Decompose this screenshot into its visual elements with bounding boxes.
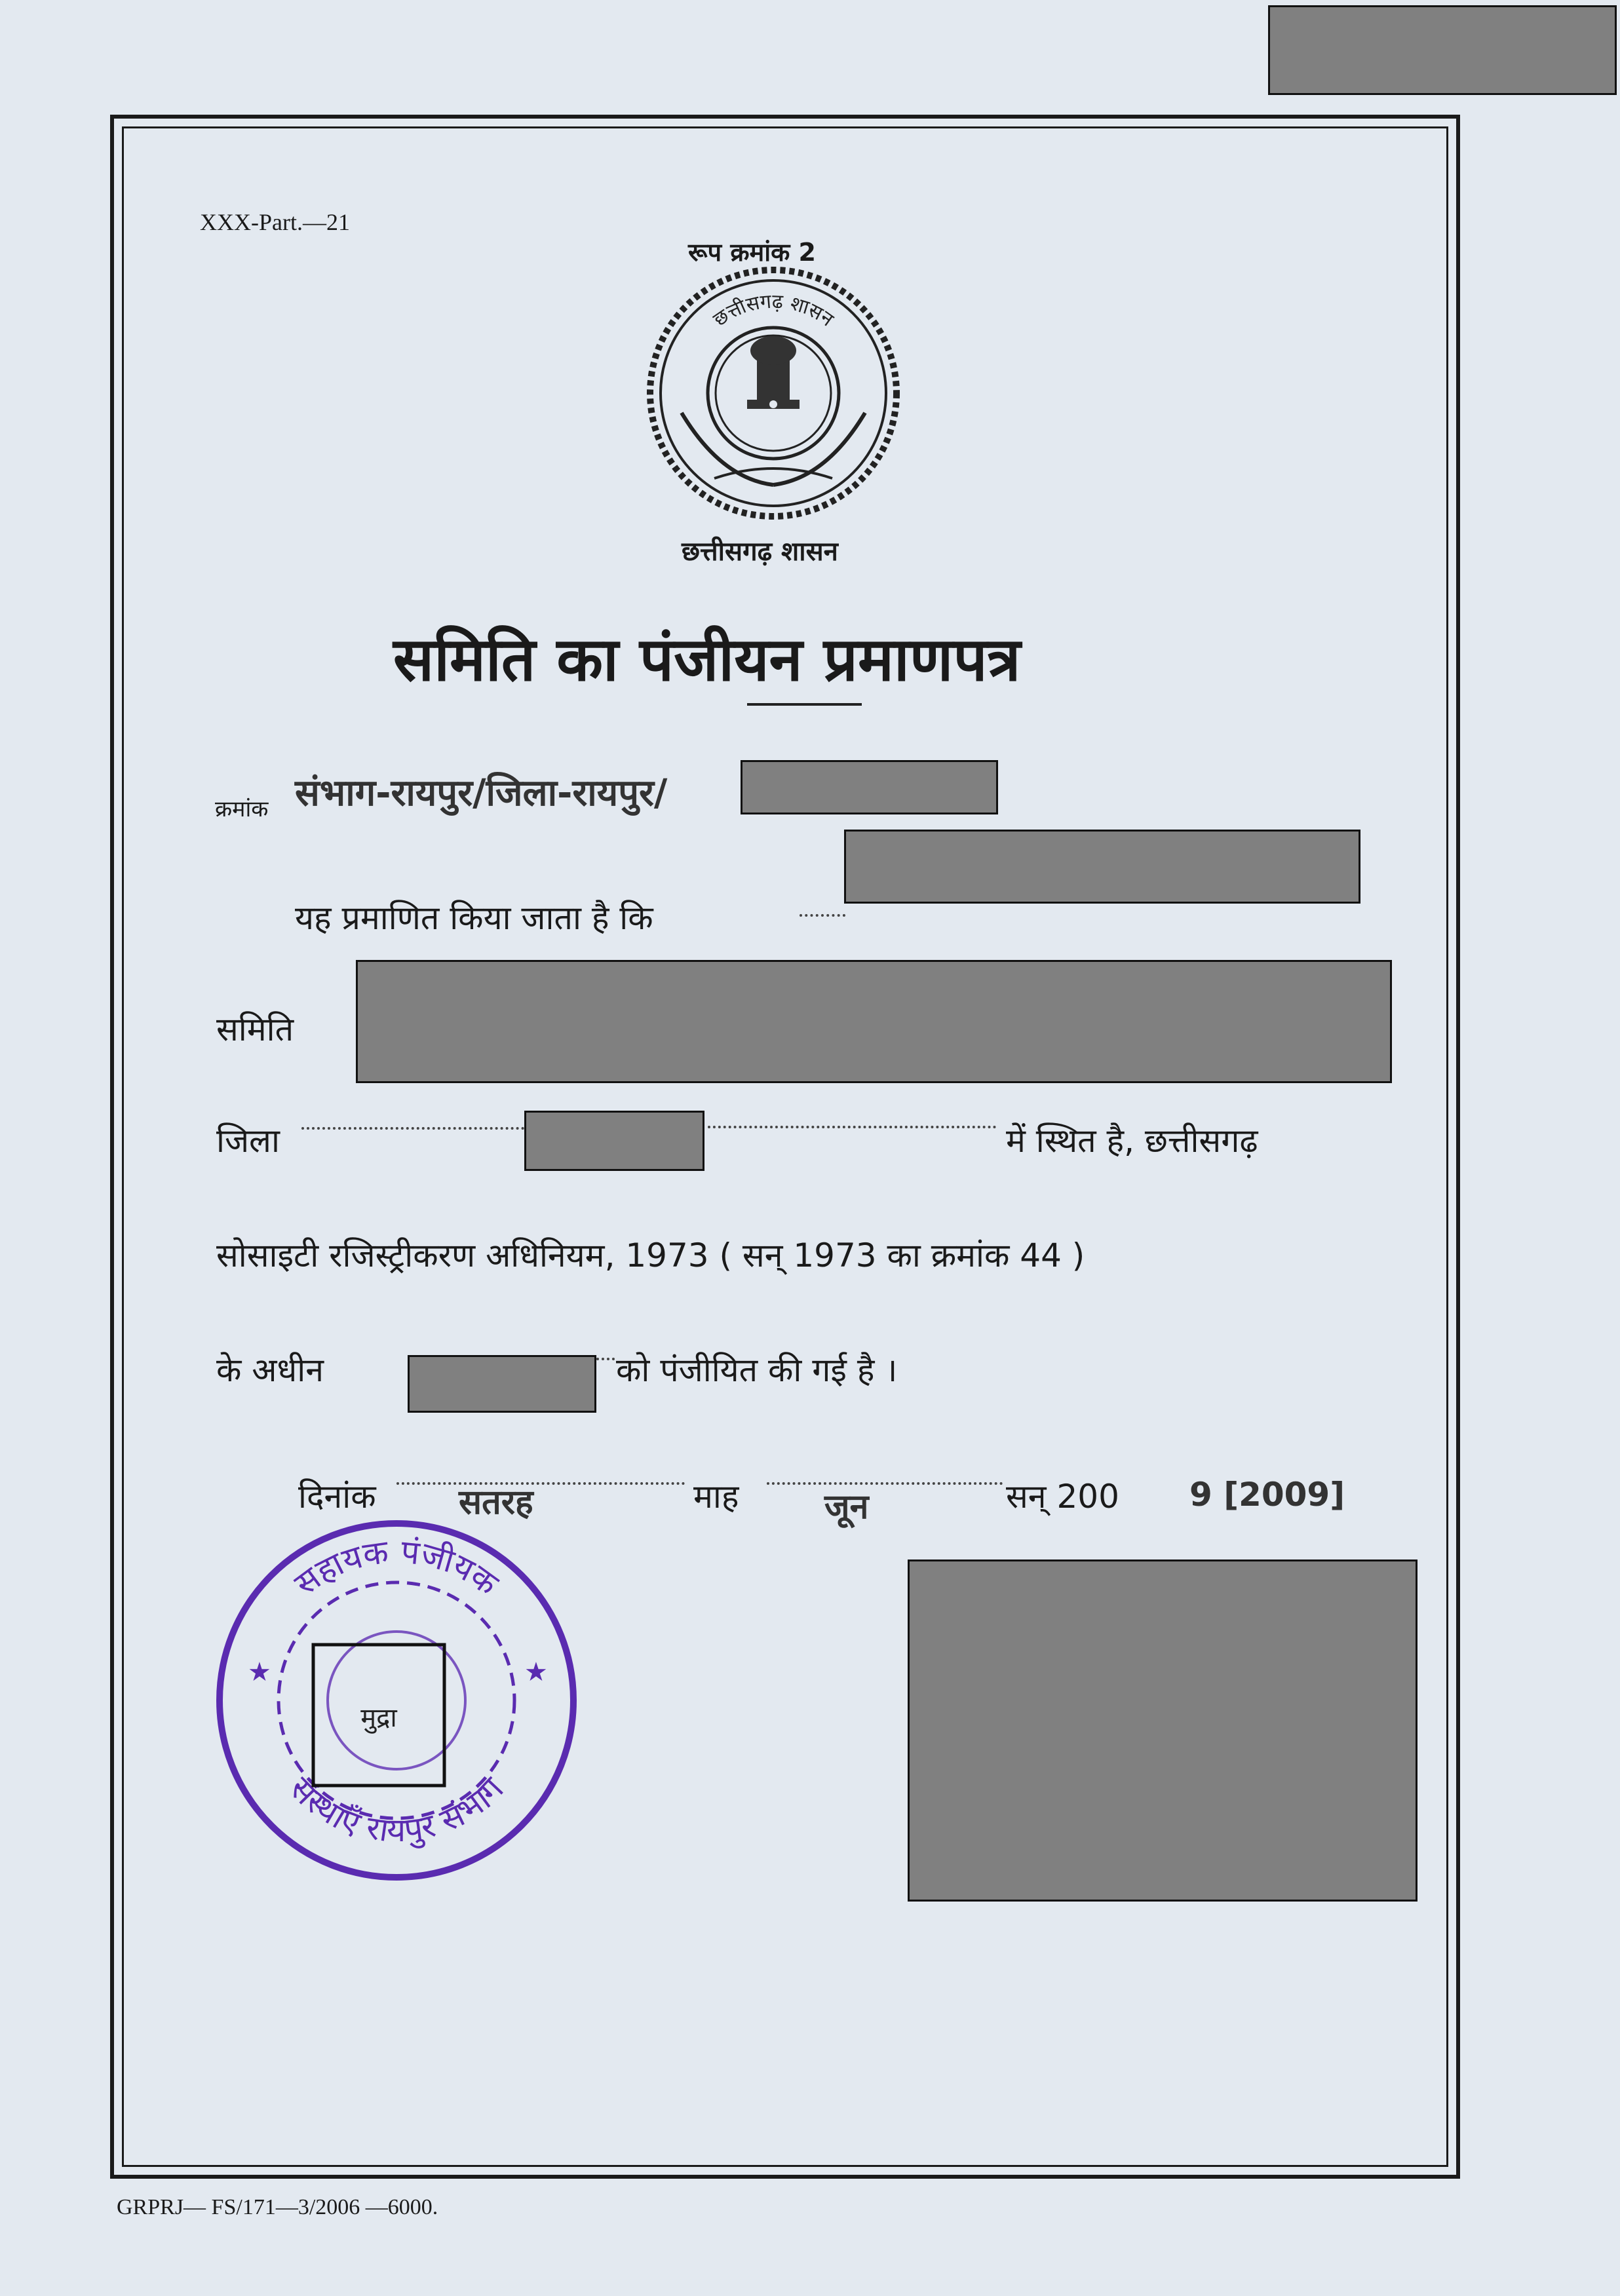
- chhattisgarh-emblem-icon: [642, 262, 904, 524]
- registered-text: को पंजीयित की गई है ।: [616, 1351, 898, 1389]
- dotted-line: [596, 1358, 615, 1360]
- certify-text: यह प्रमाणित किया जाता है कि: [295, 899, 653, 937]
- title-underline: [747, 703, 862, 706]
- dotted-line: [301, 1127, 524, 1130]
- emblem-ring-text: छत्तीसगढ़ शासन: [709, 290, 838, 332]
- located-text: में स्थित है, छत्तीसगढ़: [1006, 1122, 1258, 1160]
- star-icon: ★: [524, 1657, 548, 1687]
- year-value: 9 [2009]: [1189, 1476, 1345, 1514]
- date-value: सतरह: [459, 1483, 533, 1522]
- form-number: रूप क्रमांक 2: [688, 238, 816, 267]
- dotted-line: [708, 1126, 996, 1128]
- redacted-certify-value: [844, 830, 1360, 904]
- society-label: समिति: [216, 1010, 294, 1048]
- date-label: दिनांक: [298, 1478, 376, 1516]
- stamp-top-text: सहायक पंजीयक: [287, 1532, 506, 1603]
- star-icon: ★: [248, 1657, 271, 1687]
- part-label: XXX-Part.—21: [200, 209, 350, 235]
- redacted-number: [741, 760, 998, 814]
- redacted-society-name: [356, 960, 1392, 1083]
- month-value: जून: [824, 1487, 869, 1527]
- dotted-line: [800, 914, 845, 917]
- redacted-registration: [408, 1355, 596, 1413]
- print-code: GRPRJ— FS/171—3/2006 —6000.: [117, 2195, 438, 2219]
- month-label: माह: [693, 1478, 739, 1516]
- under-label: के अधीन: [216, 1351, 324, 1389]
- number-label: क्रमांक: [215, 796, 269, 822]
- government-label: छत्तीसगढ़ शासन: [682, 537, 838, 567]
- svg-text:संस्थाएँ रायपुर संभाग: [282, 1769, 511, 1850]
- redacted-district: [524, 1111, 704, 1171]
- dotted-line: [767, 1482, 1003, 1485]
- stamp-bottom-text: संस्थाएँ रायपुर संभाग: [282, 1769, 511, 1850]
- certificate-title: समिति का पंजीयन प्रमाणपत्र: [393, 624, 1021, 695]
- redacted-block-top-right: [1268, 5, 1617, 95]
- year-label: सन् 200: [1006, 1478, 1119, 1516]
- svg-text:छत्तीसगढ़ शासन: [709, 290, 838, 332]
- seal-label: मुद्रा: [360, 1703, 397, 1733]
- number-value: संभाग-रायपुर/जिला-रायपुर/: [295, 772, 668, 814]
- district-label: जिला: [216, 1122, 280, 1160]
- act-text: सोसाइटी रजिस्ट्रीकरण अधिनियम, 1973 ( सन् 1973 का क्रमांक 44 ): [216, 1236, 1085, 1274]
- redacted-signature: [908, 1559, 1418, 1902]
- registrar-stamp: [210, 1514, 583, 1887]
- dotted-line: [396, 1482, 685, 1485]
